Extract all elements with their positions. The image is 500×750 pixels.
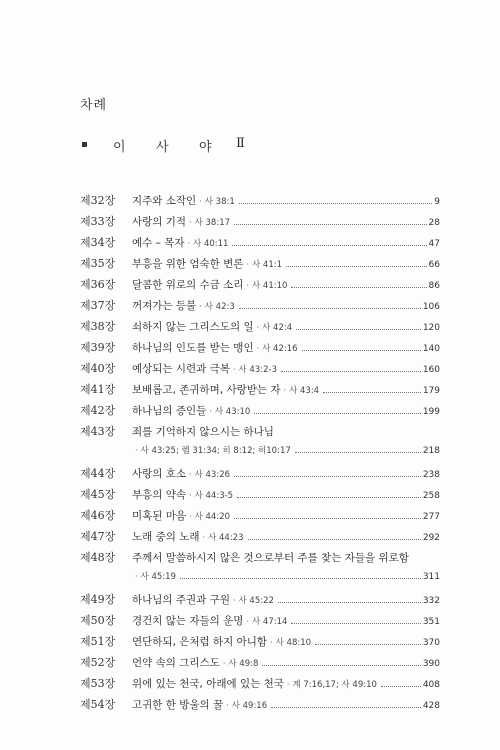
dot-leader bbox=[232, 245, 426, 246]
dot-leader bbox=[302, 350, 421, 351]
chapter-title: 꺼져가는 등불 bbox=[132, 300, 197, 312]
chapter-number: 제51장 bbox=[80, 635, 116, 648]
chapter-title: 연단하되, 은처럼 하지 아니함 bbox=[132, 636, 268, 648]
separator-dot: · bbox=[246, 260, 249, 269]
toc-row bbox=[80, 591, 440, 612]
scripture-ref: 사 45:19 bbox=[140, 572, 176, 582]
dot-leader bbox=[323, 392, 421, 393]
chapter-number: 제41장 bbox=[80, 383, 116, 396]
section-char: Ⅱ bbox=[236, 136, 245, 151]
separator-dot: · bbox=[286, 680, 290, 689]
scripture-ref: 사 47:14 bbox=[252, 617, 288, 627]
chapter-number: 제52장 bbox=[80, 656, 116, 669]
scripture-ref: 사 38:1 bbox=[204, 197, 235, 207]
scripture-ref: 사 40:11 bbox=[193, 239, 229, 249]
chapter-number: 제47장 bbox=[80, 530, 116, 543]
separator-dot: · bbox=[189, 491, 192, 500]
separator-dot: · bbox=[189, 470, 192, 479]
toc-row bbox=[80, 318, 440, 339]
toc-row-continuation bbox=[80, 570, 440, 591]
toc-row bbox=[80, 423, 440, 444]
dot-leader bbox=[278, 602, 421, 603]
page-number: 390 bbox=[422, 659, 440, 669]
chapter-number: 제40장 bbox=[80, 362, 116, 375]
chapter-number: 제37장 bbox=[80, 299, 116, 312]
chapter-title: 사랑의 호소 bbox=[132, 468, 187, 480]
dot-leader bbox=[381, 686, 421, 687]
dot-leader bbox=[254, 413, 421, 414]
toc-row bbox=[80, 633, 440, 654]
scripture-ref: 사 44:3-5 bbox=[194, 491, 234, 501]
table-of-contents bbox=[80, 192, 440, 717]
page-number: 106 bbox=[422, 302, 440, 312]
scripture-ref: 사 42:4 bbox=[262, 323, 293, 333]
scripture-ref: 사 43:4 bbox=[289, 386, 320, 396]
chapter-title: 위에 있는 천국, 아래에 있는 천국 bbox=[132, 678, 284, 690]
chapter-title: 보배롭고, 존귀하며, 사랑받는 자 bbox=[132, 384, 281, 396]
chapter-title: 하나님의 주권과 구원 bbox=[132, 594, 230, 606]
chapter-number: 제42장 bbox=[80, 404, 116, 417]
dot-leader bbox=[239, 308, 421, 309]
chapter-number: 제35장 bbox=[80, 257, 116, 270]
scripture-ref: 사 42:16 bbox=[262, 344, 298, 354]
toc-row bbox=[80, 297, 440, 318]
scripture-ref: 사 43:2-3 bbox=[238, 365, 277, 375]
dot-leader bbox=[295, 452, 421, 453]
chapter-title: 미혹된 마음 bbox=[132, 510, 187, 522]
page-number: 292 bbox=[422, 533, 440, 543]
scripture-ref: 사 41:1 bbox=[252, 260, 283, 270]
dot-leader bbox=[248, 539, 421, 540]
toc-row bbox=[80, 465, 440, 486]
dot-leader bbox=[291, 287, 426, 288]
separator-dot: · bbox=[135, 446, 138, 455]
section-char: 이 bbox=[113, 140, 126, 155]
dot-leader bbox=[281, 371, 421, 372]
toc-row bbox=[80, 192, 440, 213]
dot-leader bbox=[286, 266, 427, 267]
separator-dot: · bbox=[246, 281, 249, 290]
dot-leader bbox=[239, 203, 433, 204]
scripture-ref: 사 44:20 bbox=[194, 512, 231, 522]
chapter-number: 제53장 bbox=[80, 677, 116, 690]
separator-dot: · bbox=[209, 407, 212, 416]
chapter-number: 제39장 bbox=[80, 341, 116, 354]
toc-row bbox=[80, 612, 440, 633]
separator-dot: · bbox=[270, 638, 273, 647]
toc-row bbox=[80, 528, 440, 549]
page-number: 86 bbox=[428, 281, 440, 291]
separator-dot: · bbox=[189, 218, 192, 227]
page-number: 311 bbox=[422, 572, 440, 582]
chapter-number: 제46장 bbox=[80, 509, 116, 522]
dot-leader bbox=[234, 518, 421, 519]
page-number: 351 bbox=[422, 617, 440, 627]
page-number: 47 bbox=[428, 239, 440, 249]
chapter-number: 제54장 bbox=[80, 698, 116, 711]
separator-dot: · bbox=[232, 596, 236, 605]
chapter-number: 제50장 bbox=[80, 614, 116, 627]
chapter-number: 제34장 bbox=[80, 236, 116, 249]
chapter-title: 하나님의 증인들 bbox=[132, 405, 207, 417]
page-number: 238 bbox=[422, 470, 440, 480]
page-number: 140 bbox=[422, 344, 440, 354]
toc-row bbox=[80, 276, 440, 297]
chapter-title: 하나님의 인도를 받는 맹인 bbox=[132, 342, 254, 354]
separator-dot: · bbox=[256, 344, 260, 353]
bullet-icon bbox=[82, 142, 87, 147]
scripture-ref: 사 43:26 bbox=[194, 470, 231, 480]
chapter-number: 제38장 bbox=[80, 320, 116, 333]
section-char: 사 bbox=[156, 140, 169, 155]
toc-row bbox=[80, 402, 440, 423]
chapter-title: 예상되는 시련과 극복 bbox=[132, 363, 230, 375]
chapter-title: 쇠하지 않는 그리스도의 일 bbox=[132, 321, 254, 333]
page-number: 218 bbox=[422, 446, 440, 456]
page-number: 179 bbox=[422, 386, 440, 396]
chapter-number: 제48장 bbox=[80, 551, 116, 564]
chapter-title: 사랑의 기적 bbox=[132, 216, 187, 228]
toc-row bbox=[80, 339, 440, 360]
chapter-title: 예수 – 목자 bbox=[132, 237, 185, 249]
chapter-title: 부흥의 약속 bbox=[132, 489, 187, 501]
dot-leader bbox=[291, 623, 420, 624]
section-header bbox=[80, 136, 440, 154]
separator-dot: · bbox=[226, 701, 229, 710]
separator-dot: · bbox=[187, 239, 191, 248]
toc-row bbox=[80, 234, 440, 255]
scripture-ref: 사 42:3 bbox=[204, 302, 235, 312]
dot-leader bbox=[296, 329, 421, 330]
toc-row bbox=[80, 654, 440, 675]
section-char: 야 bbox=[199, 140, 212, 155]
toc-row bbox=[80, 381, 440, 402]
toc-row-continuation bbox=[80, 444, 440, 465]
page-number: 199 bbox=[422, 407, 440, 417]
chapter-title: 지주와 소작인 bbox=[132, 195, 197, 207]
page-number: 66 bbox=[428, 260, 440, 270]
separator-dot: · bbox=[202, 533, 206, 542]
scripture-ref: 사 48:10 bbox=[275, 638, 312, 648]
toc-row bbox=[80, 507, 440, 528]
chapter-number: 제33장 bbox=[80, 215, 116, 228]
separator-dot: · bbox=[256, 323, 260, 332]
page-number: 28 bbox=[428, 218, 440, 228]
dot-leader bbox=[271, 707, 421, 708]
scripture-ref: 계 7:16,17; 사 49:10 bbox=[292, 680, 377, 690]
page-number: 370 bbox=[422, 638, 440, 648]
separator-dot: · bbox=[232, 365, 236, 374]
page-number: 120 bbox=[422, 323, 440, 333]
chapter-title: 달콤한 위로의 수금 소리 bbox=[132, 279, 244, 291]
chapter-title: 언약 속의 그리스도 bbox=[132, 657, 220, 669]
page-title: 차례 bbox=[80, 98, 108, 113]
page-number: 9 bbox=[434, 197, 440, 207]
separator-dot: · bbox=[199, 197, 202, 206]
chapter-title: 고귀한 한 방울의 꿀 bbox=[132, 699, 224, 711]
toc-row bbox=[80, 360, 440, 381]
separator-dot: · bbox=[246, 617, 249, 626]
chapter-number: 제45장 bbox=[80, 488, 116, 501]
page-number: 408 bbox=[422, 680, 440, 690]
toc-row bbox=[80, 255, 440, 276]
dot-leader bbox=[315, 644, 421, 645]
page-number: 428 bbox=[422, 701, 440, 711]
toc-row bbox=[80, 675, 440, 696]
toc-row bbox=[80, 213, 440, 234]
dot-leader bbox=[237, 497, 421, 498]
chapter-number: 제43장 bbox=[80, 425, 116, 438]
toc-row bbox=[80, 486, 440, 507]
page-number: 277 bbox=[422, 512, 440, 522]
scripture-ref: 사 43:10 bbox=[214, 407, 251, 417]
scripture-ref: 사 44:23 bbox=[208, 533, 244, 543]
page-number: 332 bbox=[422, 596, 440, 606]
chapter-title: 죄를 기억하지 않으시는 하나님 bbox=[132, 426, 274, 438]
toc-row bbox=[80, 696, 440, 717]
dot-leader bbox=[234, 476, 421, 477]
scripture-ref: 사 49:8 bbox=[228, 659, 259, 669]
toc-row bbox=[80, 549, 440, 570]
separator-dot: · bbox=[283, 386, 287, 395]
chapter-number: 제32장 bbox=[80, 194, 116, 207]
chapter-number: 제36장 bbox=[80, 278, 116, 291]
chapter-title: 노래 중의 노래 bbox=[132, 531, 200, 543]
separator-dot: · bbox=[189, 512, 192, 521]
chapter-title: 경건치 않는 자들의 운명 bbox=[132, 615, 244, 627]
separator-dot: · bbox=[135, 572, 138, 581]
scripture-ref: 사 41:10 bbox=[252, 281, 288, 291]
scripture-ref: 사 38:17 bbox=[194, 218, 231, 228]
separator-dot: · bbox=[222, 659, 226, 668]
dot-leader bbox=[234, 224, 427, 225]
dot-leader bbox=[262, 665, 420, 666]
chapter-title: 주께서 말씀하시지 않은 것으로부터 주를 찾는 자들을 위로함 bbox=[132, 552, 409, 564]
page-number: 258 bbox=[422, 491, 440, 501]
page-number: 160 bbox=[422, 365, 440, 375]
scripture-ref: 사 49:16 bbox=[231, 701, 268, 711]
scripture-ref: 사 45:22 bbox=[238, 596, 274, 606]
chapter-number: 제49장 bbox=[80, 593, 116, 606]
dot-leader bbox=[180, 578, 421, 579]
chapter-number: 제44장 bbox=[80, 467, 116, 480]
chapter-title: 부흥을 위한 엄숙한 변론 bbox=[132, 258, 244, 270]
scripture-ref: 사 43:25; 렘 31:34; 히 8:12; 히10:17 bbox=[140, 446, 291, 456]
separator-dot: · bbox=[199, 302, 202, 311]
